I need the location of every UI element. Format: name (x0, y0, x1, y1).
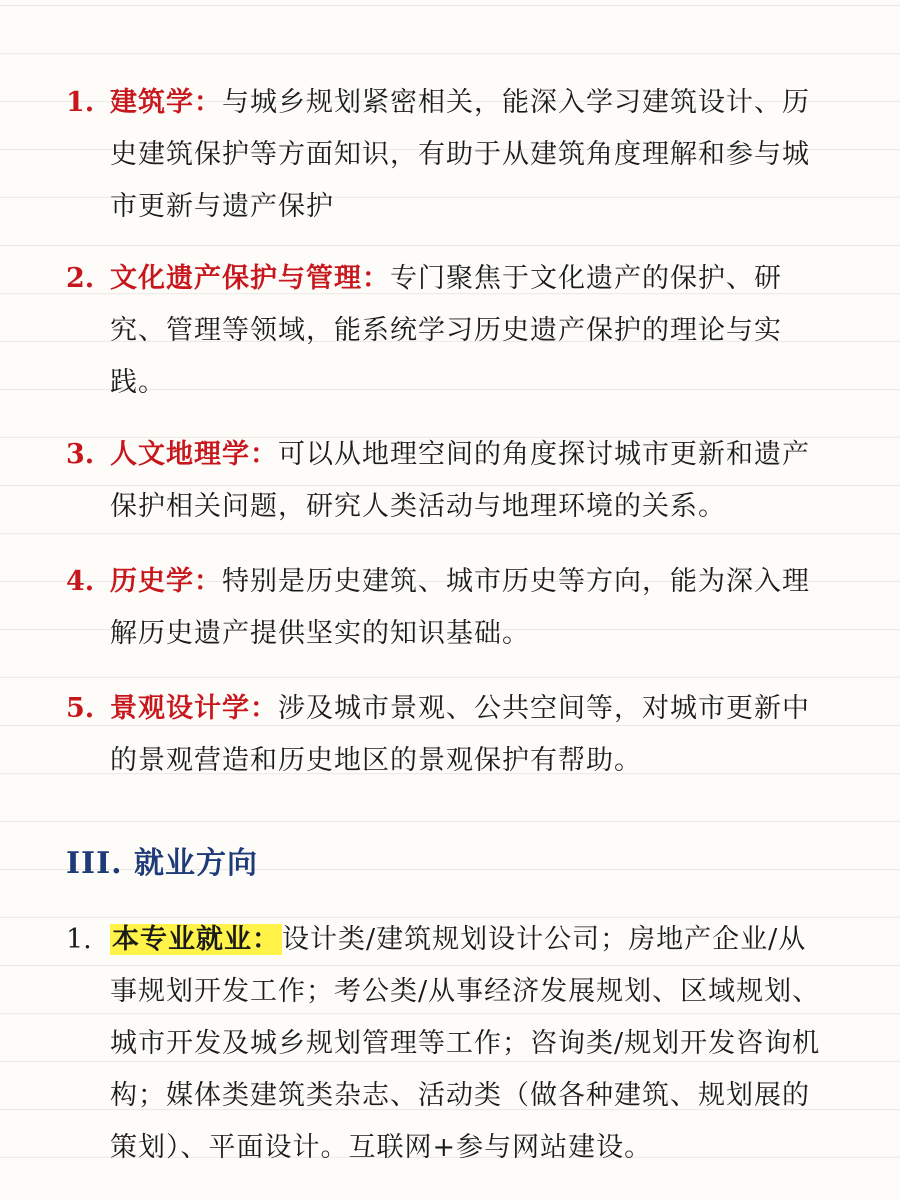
item-number: 4. (66, 566, 95, 597)
list-item-human-geography (66, 429, 846, 533)
list-item-employment (66, 914, 846, 1174)
item-text (110, 429, 830, 533)
item-description: 专门聚焦于文化遗产的保护、研究、管理等领域，能系统学习历史遗产保护的理论与实践。 (110, 263, 782, 398)
list-item-history (66, 556, 846, 660)
item-term: 文化遗产保护与管理： (110, 263, 390, 294)
item-number: 1. (66, 87, 95, 118)
item-number: 2. (66, 263, 95, 294)
list-item-architecture (66, 77, 846, 233)
item-text (110, 253, 830, 409)
item-number: 1. (66, 924, 92, 955)
item-description: 涉及城市景观、公共空间等，对城市更新中的景观营造和历史地区的景观保护有帮助。 (110, 693, 810, 776)
item-term: 历史学： (110, 566, 222, 597)
section-title: III. 就业方向 (66, 846, 258, 881)
list-item-landscape (66, 683, 846, 787)
item-text (110, 556, 830, 660)
item-description: 可以从地理空间的角度探讨城市更新和遗产保护相关问题，研究人类活动与地理环境的关系。 (110, 439, 810, 522)
item-term: 建筑学： (110, 87, 222, 118)
highlighted-term: 本专业就业： (112, 924, 280, 955)
item-description: 设计类/建筑规划设计公司；房地产企业/从事规划开发工作；考公类/从事经济发展规划、区域规划、城市开发及城乡规划管理等工作；咨询类/规划开发咨询机构；媒体类建筑类杂志、活动类（做各种建筑、规划展的策划）、平面设计。互联网+参与网站建设。 (110, 924, 821, 1163)
item-term: 人文地理学： (110, 439, 278, 470)
item-text (110, 77, 830, 233)
item-text (110, 683, 830, 787)
item-term: 景观设计学： (110, 693, 278, 724)
item-text (110, 914, 830, 1174)
item-number: 3. (66, 439, 95, 470)
list-item-heritage (66, 253, 846, 409)
item-description: 与城乡规划紧密相关，能深入学习建筑设计、历史建筑保护等方面知识，有助于从建筑角度理解和参与城市更新与遗产保护 (110, 87, 810, 222)
item-number: 5. (66, 693, 95, 724)
item-description: 特别是历史建筑、城市历史等方向，能为深入理解历史遗产提供坚实的知识基础。 (110, 566, 810, 649)
